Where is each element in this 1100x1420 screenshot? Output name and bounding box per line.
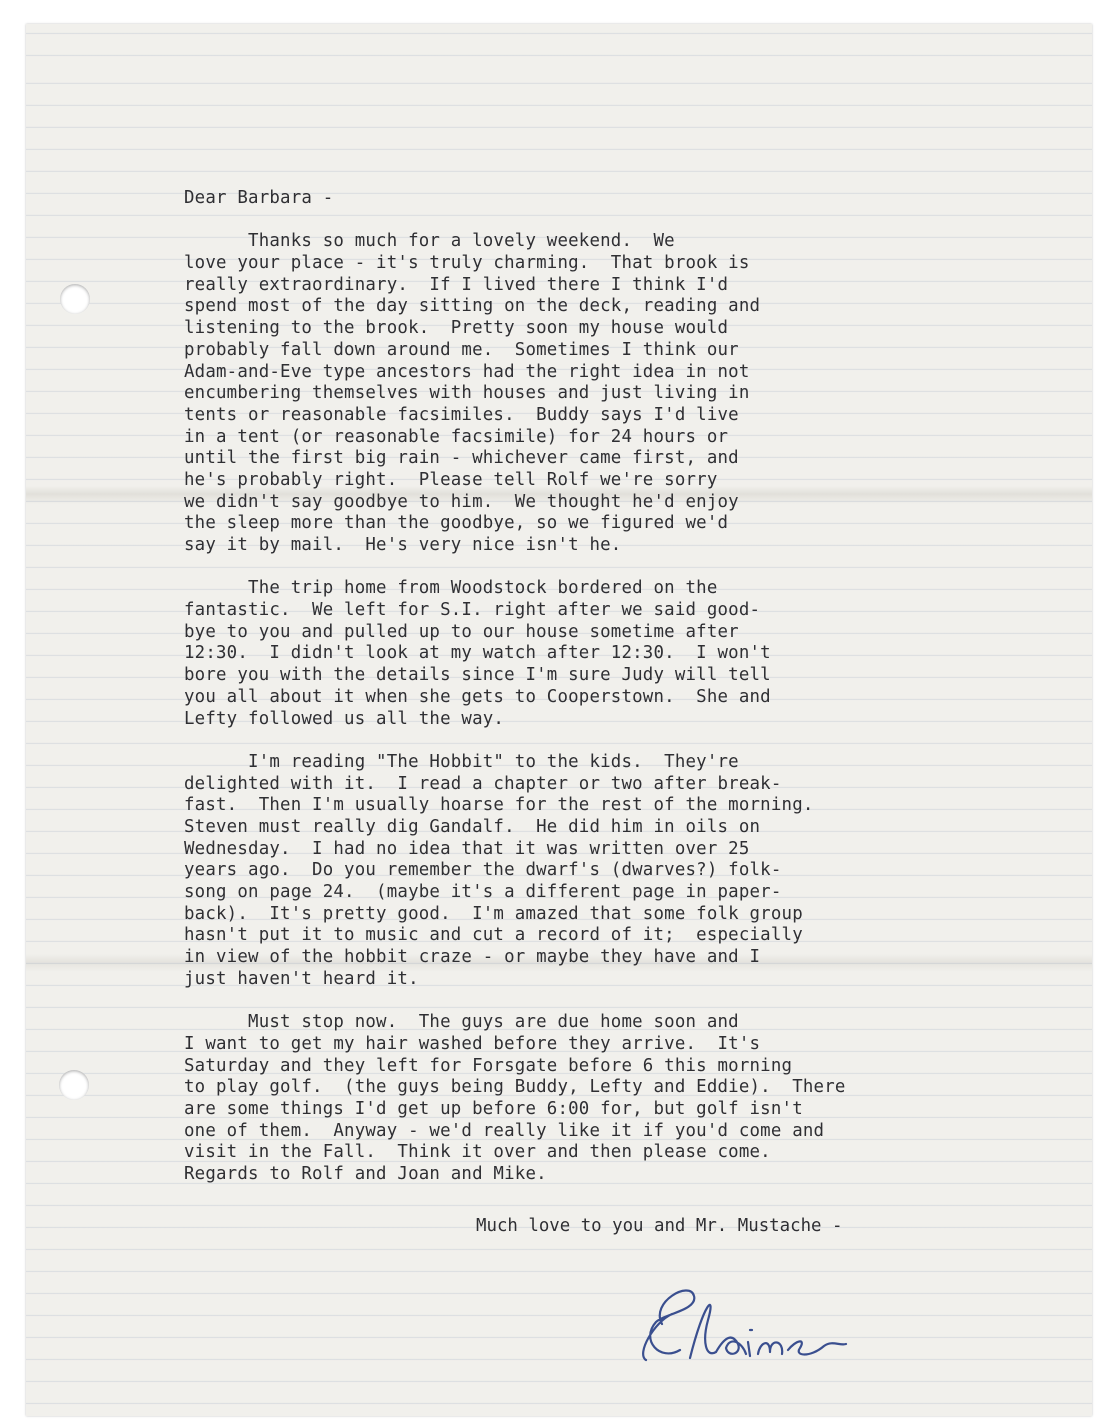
letter-line: probably fall down around me. Sometimes I think our — [184, 339, 739, 360]
letter-line: really extraordinary. If I lived there I think I'd — [184, 274, 729, 295]
letter-line: Wednesday. I had no idea that it was written over 25 — [184, 838, 750, 859]
letter-line: Steven must really dig Gandalf. He did him in oils on — [184, 816, 761, 837]
letter-line: one of them. Anyway - we'd really like it if you'd come and — [184, 1120, 825, 1141]
paragraph-gap — [184, 730, 1014, 752]
paragraph-gap — [184, 557, 1014, 579]
letter-line: Thanks so much for a lovely weekend. We — [184, 231, 675, 252]
paragraph-gap — [184, 990, 1014, 1012]
paragraph — [184, 1012, 1014, 1186]
letter-line: in view of the hobbit craze - or maybe they have and I — [184, 947, 761, 968]
salutation: Dear Barbara - — [184, 188, 334, 208]
letter-line: years ago. Do you remember the dwarf's (dwarves?) folk- — [184, 860, 782, 881]
letter-line: just haven't heard it. — [184, 968, 419, 989]
letter-line: Saturday and they left for Forsgate before 6 this morning — [184, 1055, 793, 1076]
letter-line: love your place - it's truly charming. That brook is — [184, 253, 750, 274]
letter-line: I want to get my hair washed before they arrive. It's — [184, 1033, 761, 1054]
letter-line: Must stop now. The guys are due home soon and — [184, 1012, 739, 1033]
letter-line: bye to you and pulled up to our house sometime after — [184, 621, 739, 642]
paragraph — [184, 231, 1014, 556]
punch-hole — [59, 1070, 89, 1100]
letter-line: encumbering themselves with houses and just living in — [184, 383, 750, 404]
letter-line: tents or reasonable facsimiles. Buddy says I'd live — [184, 404, 739, 425]
letter-line: visit in the Fall. Think it over and then please come. — [184, 1142, 771, 1163]
letter-line: until the first big rain - whichever came first, and — [184, 448, 739, 469]
letter-line: we didn't say goodbye to him. We thought he'd enjoy — [184, 491, 739, 512]
letter-line: listening to the brook. Pretty soon my house would — [184, 318, 729, 339]
letter-line: the sleep more than the goodbye, so we figured we'd — [184, 513, 729, 534]
signature — [620, 1262, 860, 1372]
letter-line: say it by mail. He's very nice isn't he. — [184, 535, 622, 555]
letter-line: back). It's pretty good. I'm amazed that some folk group — [184, 903, 803, 924]
letter-line: in a tent (or reasonable facsimile) for 24 hours or — [184, 426, 729, 447]
letter-line: are some things I'd get up before 6:00 for, but golf isn't — [184, 1098, 803, 1119]
letter-line: he's probably right. Please tell Rolf we're sorry — [184, 469, 718, 490]
letter-line: The trip home from Woodstock bordered on the — [184, 578, 718, 599]
punch-hole — [60, 284, 90, 314]
letter-line: fast. Then I'm usually hoarse for the rest of the morning. — [184, 795, 814, 816]
letter-paragraphs — [184, 231, 1014, 1185]
letter-line: fantastic. We left for S.I. right after we said good- — [184, 600, 761, 621]
letter-line: spend most of the day sitting on the deck, reading and — [184, 296, 761, 317]
letter-line: you all about it when she gets to Cooperstown. She and — [184, 686, 771, 707]
paragraph — [184, 578, 1014, 730]
letter-line: hasn't put it to music and cut a record of it; especially — [184, 925, 803, 946]
letter-line: bore you with the details since I'm sure Judy will tell — [184, 665, 771, 686]
paragraph — [184, 752, 1014, 991]
letter-line: song on page 24. (maybe it's a different page in paper- — [184, 882, 782, 902]
letter-line: to play golf. (the guys being Buddy, Lefty and Eddie). There — [184, 1077, 846, 1098]
closing-line: Much love to you and Mr. Mustache - — [476, 1216, 843, 1236]
letter-line: Regards to Rolf and Joan and Mike. — [184, 1163, 547, 1184]
letter-line: 12:30. I didn't look at my watch after 12:30. I won't — [184, 643, 771, 664]
letter-body — [184, 188, 1014, 1186]
letter-line: Lefty followed us all the way. — [184, 708, 505, 729]
letter-line: I'm reading "The Hobbit" to the kids. They're — [184, 751, 739, 772]
letter-line: delighted with it. I read a chapter or two after break- — [184, 773, 782, 794]
letter-line: Adam-and-Eve type ancestors had the right idea in not — [184, 361, 750, 382]
